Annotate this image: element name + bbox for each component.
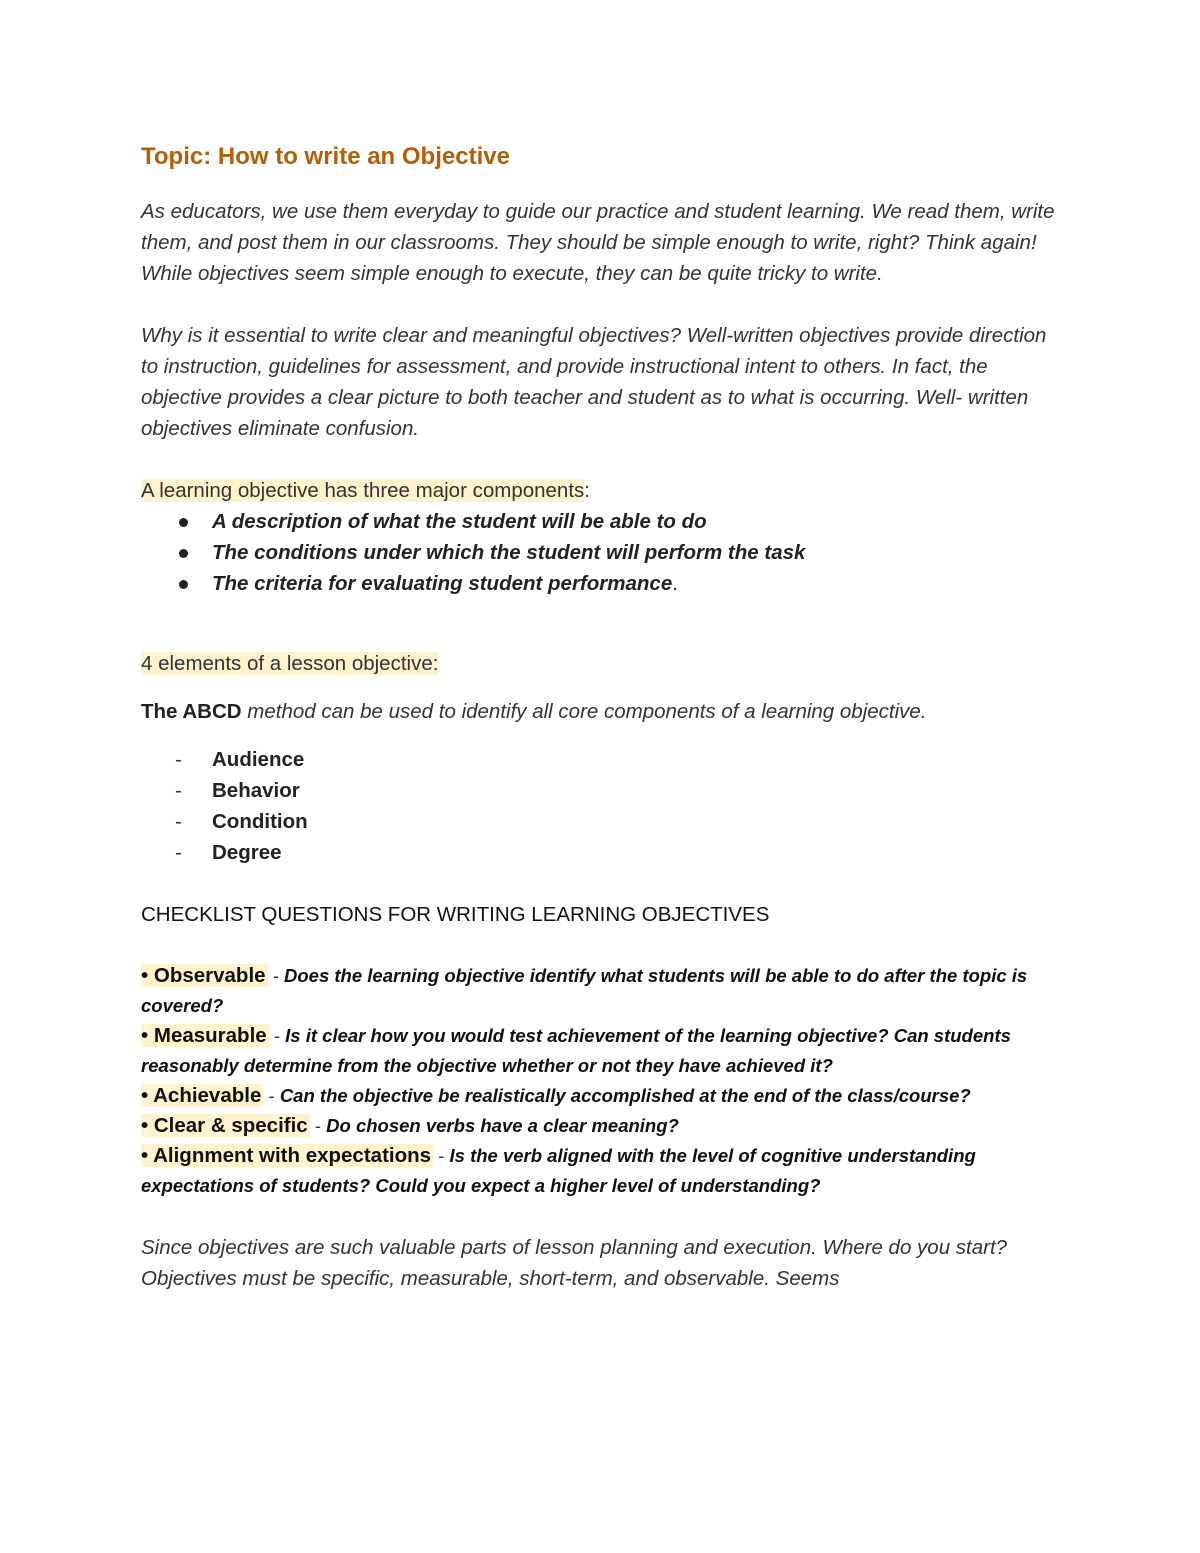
list-item bbox=[141, 537, 1066, 568]
checklist-separator: - bbox=[438, 1145, 445, 1166]
checklist-item bbox=[141, 961, 1066, 1021]
components-list bbox=[141, 506, 1066, 599]
list-item-text: The conditions under which the student will perform the task bbox=[212, 541, 806, 564]
checklist-separator: - bbox=[273, 1025, 280, 1046]
list-item-text: Audience bbox=[212, 748, 305, 771]
bullet-icon bbox=[179, 549, 188, 558]
list-item-text: The criteria for evaluating student performance bbox=[212, 572, 673, 595]
checklist-question: Is it clear how you would test achievement of the learning objective? Can students reasonably determine from the objective whether or not they have achieved it? bbox=[141, 1025, 1011, 1076]
abcd-method-name: The ABCD bbox=[141, 700, 242, 723]
dash-icon: - bbox=[175, 748, 182, 771]
dash-icon: - bbox=[175, 841, 182, 864]
checklist-item bbox=[141, 1021, 1066, 1081]
bullet-icon bbox=[179, 580, 188, 589]
components-heading-colon: : bbox=[584, 479, 590, 502]
checklist-separator: - bbox=[272, 965, 279, 986]
checklist-question: Can the objective be realistically accomplished at the end of the class/course? bbox=[279, 1085, 971, 1106]
checklist-question: Does the learning objective identify what students will be able to do after the topic is covered? bbox=[141, 965, 1028, 1016]
document-page bbox=[141, 138, 1066, 1294]
checklist-item bbox=[141, 1111, 1066, 1141]
elements-heading bbox=[141, 648, 1066, 679]
checklist-question: Is the verb aligned with the level of cognitive understanding expectations of students? Could you expect a higher level of understanding? bbox=[141, 1145, 976, 1196]
list-item-text: A description of what the student will be able to do bbox=[212, 510, 707, 533]
checklist-key: • Achievable bbox=[141, 1084, 262, 1107]
abcd-sentence bbox=[141, 696, 1066, 727]
checklist-heading: CHECKLIST QUESTIONS FOR WRITING LEARNING OBJECTIVES bbox=[141, 903, 770, 926]
checklist-item bbox=[141, 1141, 1066, 1201]
abcd-method-description: method can be used to identify all core components of a learning objective. bbox=[241, 700, 927, 723]
list-item-text: Degree bbox=[212, 841, 282, 864]
checklist-key: • Observable bbox=[141, 964, 266, 987]
checklist-key: • Clear & specific bbox=[141, 1114, 308, 1137]
checklist-item bbox=[141, 1081, 1066, 1111]
list-item bbox=[141, 568, 1066, 599]
bullet-icon bbox=[179, 518, 188, 527]
intro-paragraph: As educators, we use them everyday to guide our practice and student learning. We read them, write them, and post them in our classrooms. They should be simple enough to write, right? Think again! While objectives seem simple enough to execute, they can be quite tricky to write. bbox=[141, 200, 1055, 285]
list-item-text: Condition bbox=[212, 810, 308, 833]
list-item bbox=[141, 744, 1066, 775]
abcd-list bbox=[141, 744, 1066, 868]
dash-icon: - bbox=[175, 810, 182, 833]
checklist-separator: - bbox=[314, 1115, 322, 1136]
checklist-separator: - bbox=[268, 1085, 275, 1106]
checklist-key: • Alignment with expectations bbox=[141, 1144, 432, 1167]
list-item bbox=[141, 806, 1066, 837]
checklist-key: • Measurable bbox=[141, 1024, 267, 1047]
checklist bbox=[141, 961, 1066, 1201]
closing-paragraph: Since objectives are such valuable parts of lesson planning and execution. Where do you start? Objectives must be specific, measurable, short-term, and observable. Seems bbox=[141, 1236, 1008, 1290]
elements-heading-text: 4 elements of a lesson objective: bbox=[141, 652, 439, 675]
dash-icon: - bbox=[175, 779, 182, 802]
list-item bbox=[141, 837, 1066, 868]
components-heading-text: A learning objective has three major components bbox=[141, 479, 585, 502]
list-item bbox=[141, 506, 1066, 537]
list-item bbox=[141, 775, 1066, 806]
page-title: Topic: How to write an Objective bbox=[141, 143, 510, 170]
checklist-question: Do chosen verbs have a clear meaning? bbox=[326, 1115, 679, 1136]
list-item-period: . bbox=[672, 572, 678, 595]
list-item-text: Behavior bbox=[212, 779, 300, 802]
components-heading bbox=[141, 475, 1066, 506]
why-paragraph: Why is it essential to write clear and meaningful objectives? Well-written objectives provide direction to instruction, guidelines for assessment, and provide instructional intent to others. In fact, the objective provides a clear picture to both teacher and student as to what is occurring. Well- written objectives eliminate confusion. bbox=[141, 324, 1047, 440]
